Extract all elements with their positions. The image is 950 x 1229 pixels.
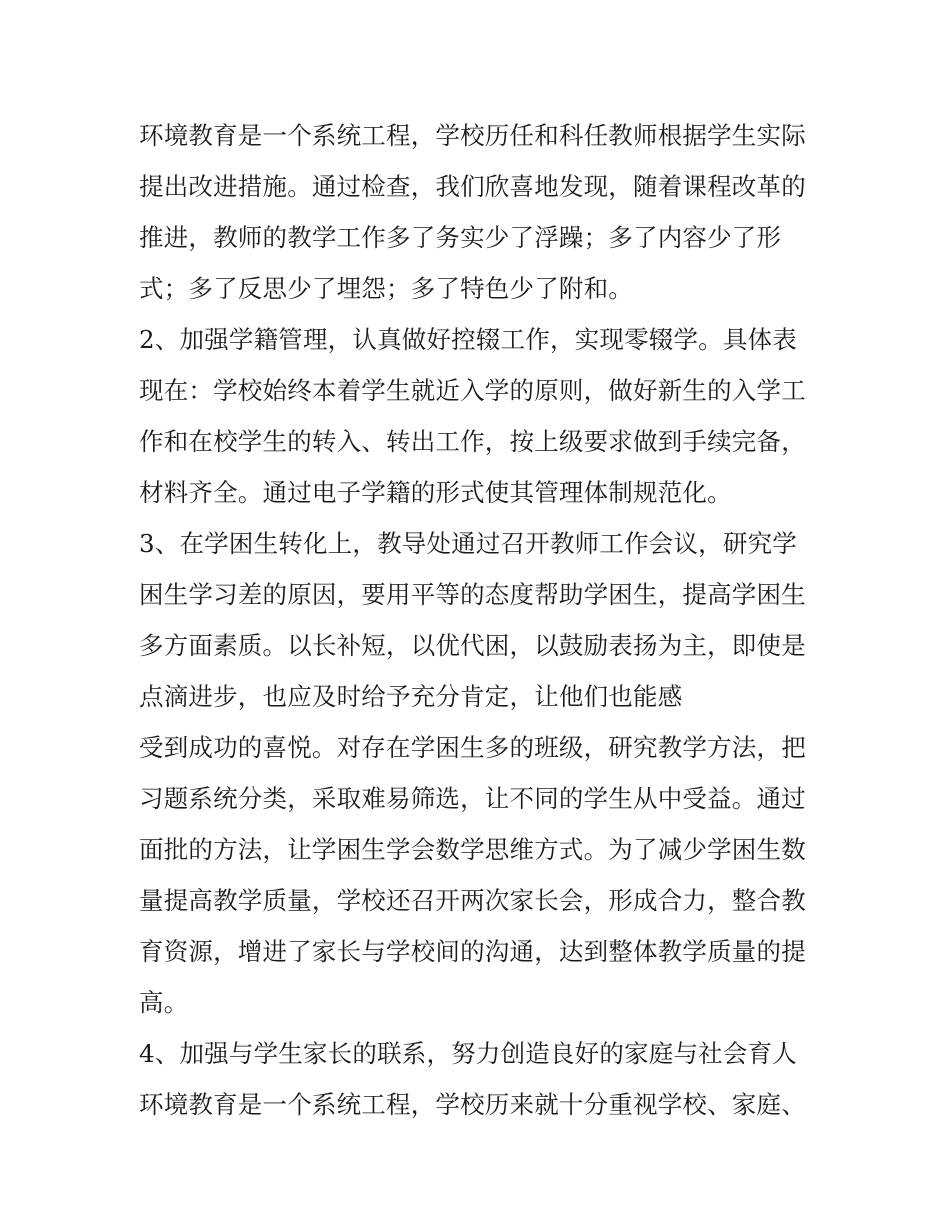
text-line: 高。 [139, 988, 189, 1017]
text-line: 量提高教学质量，学校还召开两次家长会，形成合力，整合教 [139, 886, 806, 915]
text-line: 环境教育是一个系统工程，学校历任和科任教师根据学生实际 [139, 121, 806, 150]
text-line: 困生学习差的原因，要用平等的态度帮助学困生，提高学困生 [139, 580, 806, 609]
text-line: 点滴进步，也应及时给予充分肯定，让他们也能感 [139, 682, 683, 711]
text-line: 受到成功的喜悦。对存在学困生多的班级，研究教学方法，把 [139, 733, 806, 762]
text-line: 环境教育是一个系统工程，学校历来就十分重视学校、家庭、 [139, 1090, 806, 1119]
text-line: 4、加强与学生家长的联系，努力创造良好的家庭与社会育人 [139, 1039, 797, 1068]
text-line: 式；多了反思少了埋怨；多了特色少了附和。 [139, 274, 633, 303]
text-line: 现在：学校始终本着学生就近入学的原则，做好新生的入学工 [139, 376, 806, 405]
text-line: 提出改进措施。通过检查，我们欣喜地发现，随着课程改革的 [139, 172, 806, 201]
text-line: 材料齐全。通过电子学籍的形式使其管理体制规范化。 [139, 478, 732, 507]
text-line: 3、在学困生转化上，教导处通过召开教师工作会议，研究学 [139, 529, 797, 558]
text-line: 作和在校学生的转入、转出工作，按上级要求做到手续完备， [139, 427, 806, 456]
text-line: 多方面素质。以长补短，以优代困，以鼓励表扬为主，即使是 [139, 631, 806, 660]
body-text [139, 110, 819, 1130]
text-line: 育资源，增进了家长与学校间的沟通，达到整体教学质量的提 [139, 937, 806, 966]
text-line: 推进，教师的教学工作多了务实少了浮躁；多了内容少了形 [139, 223, 782, 252]
text-line: 面批的方法，让学困生学会数学思维方式。为了减少学困生数 [139, 835, 806, 864]
text-line: 2、加强学籍管理，认真做好控辍工作，实现零辍学。具体表 [139, 325, 797, 354]
text-line: 习题系统分类，采取难易筛选，让不同的学生从中受益。通过 [139, 784, 806, 813]
